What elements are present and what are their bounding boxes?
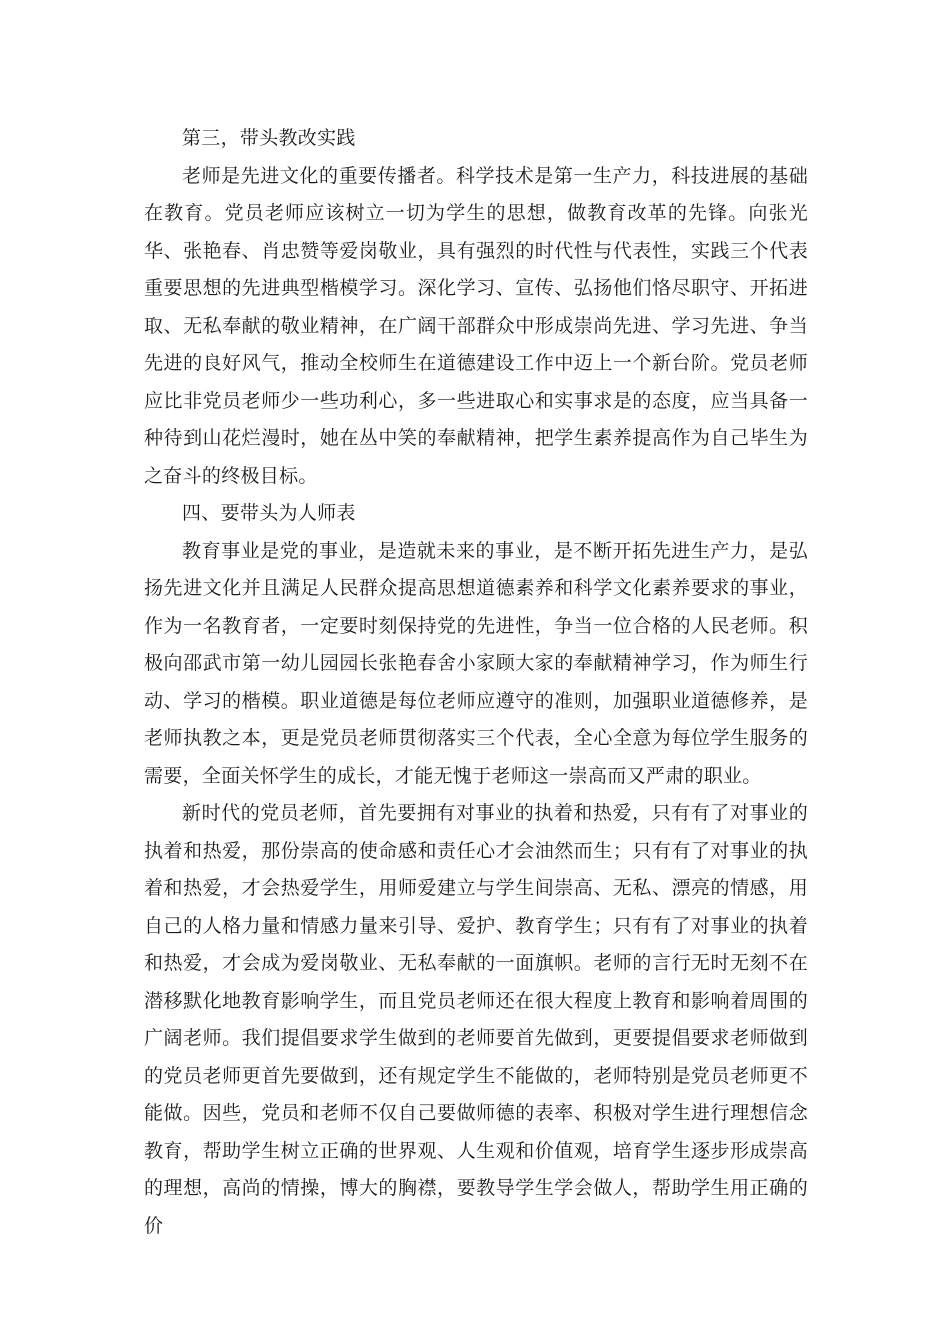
paragraph-new-era-teachers: 新时代的党员老师，首先要拥有对事业的执着和热爱，只有有了对事业的执着和热爱，那份崇高的使命感和责任心才会油然而生；只有有了对事业的执着和热爱，才会热爱学生，用师爱建立与学生间崇高、无私、漂亮的情感，用自己的人格力量和情感力量来引导、爱护、教育学生；只有有了对事业的执着和热爱，才会成为爱岗敬业、无私奉献的一面旗帜。老师的言行无时无刻不在潜移默化地教育影响学生，而且党员老师还在很大程度上教育和影响着周围的广阔老师。我们提倡要求学生做到的老师要首先做到，更要提倡要求老师做到的党员老师更首先要做到，还有规定学生不能做的，老师特别是党员老师更不能做。因些，党员和老师不仅自己要做师德的表率、积极对学生进行理想信念教育，帮助学生树立正确的世界观、人生观和价值观，培育学生逐步形成崇高的理想，高尚的情操，博大的胸襟，要教导学生学会做人，帮助学生用正确的价 [144,802,808,1237]
document-body [144,120,808,1245]
section-heading-3: 第三，带头教改实践 [182,127,356,149]
paragraph-role-model: 教育事业是党的事业，是造就未来的事业，是不断开拓先进生产力，是弘扬先进文化并且满足人民群众提高思想道德素养和科学文化素养要求的事业，作为一名教育者，一定要时刻保持党的先进性，争当一位合格的人民老师。积极向邵武市第一幼儿园园长张艳春舍小家顾大家的奉献精神学习，作为师生行动、学习的楷模。职业道德是每位老师应遵守的准则，加强职业道德修养，是老师执教之本，更是党员老师贯彻落实三个代表，全心全意为每位学生服务的需要，全面关怀学生的成长，才能无愧于老师这一崇高而又严肃的职业。 [144,539,808,787]
section-heading-4: 四、要带头为人师表 [182,502,356,524]
paragraph-teaching-reform: 老师是先进文化的重要传播者。科学技术是第一生产力，科技进展的基础在教育。党员老师应该树立一切为学生的思想，做教育改革的先锋。向张光华、张艳春、肖忠赞等爱岗敬业，具有强烈的时代性与代表性，实践三个代表重要思想的先进典型楷模学习。深化学习、宣传、弘扬他们恪尽职守、开拓进取、无私奉献的敬业精神，在广阔干部群众中形成崇尚先进、学习先进、争当先进的良好风气，推动全校师生在道德建设工作中迈上一个新台阶。党员老师应比非党员老师少一些功利心，多一些进取心和实事求是的态度，应当具备一种待到山花烂漫时，她在丛中笑的奉献精神，把学生素养提高作为自己毕生为之奋斗的终极目标。 [144,164,808,487]
